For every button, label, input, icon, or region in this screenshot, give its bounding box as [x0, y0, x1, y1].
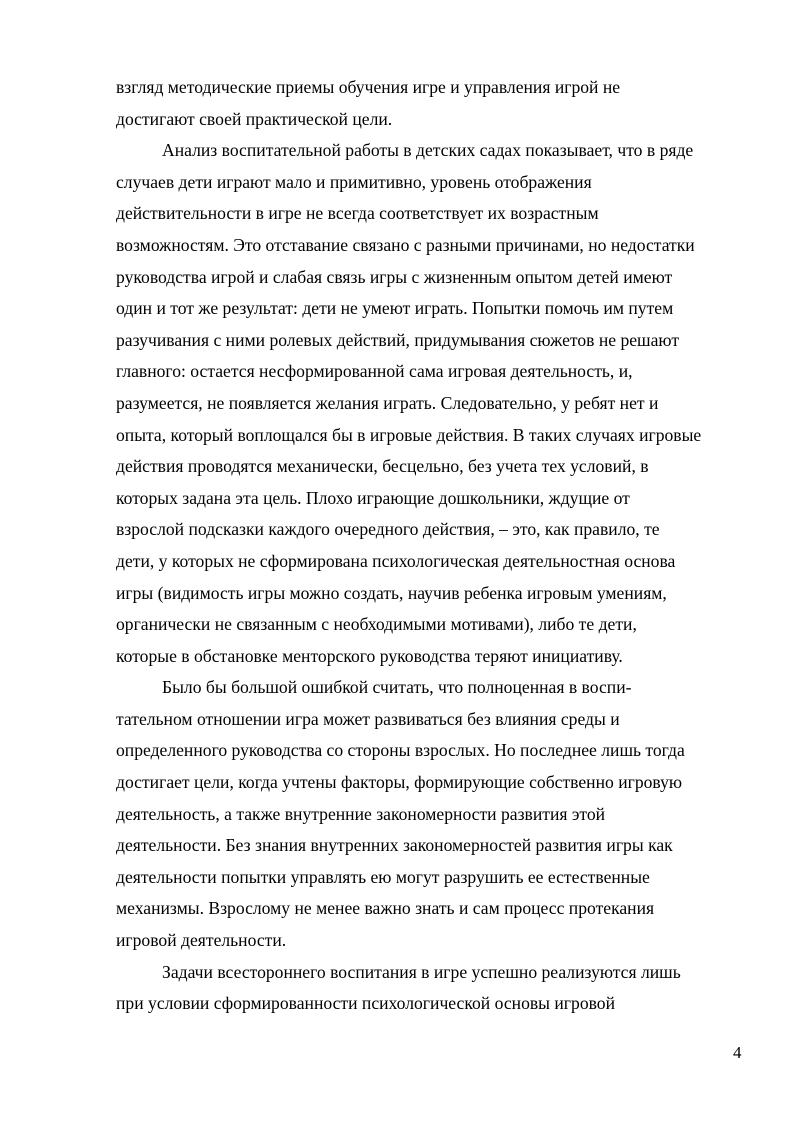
- page-number: 4: [733, 1043, 742, 1062]
- text-line: взрослой подсказки каждого очередного действия, – это, как правило, те: [116, 519, 660, 540]
- text-line: один и тот же результат: дети не умеют играть. Попытки помочь им путем: [116, 298, 674, 319]
- body-text: [116, 72, 756, 1020]
- paragraph-first-line: Анализ воспитательной работы в детских садах показывает, что в ряде: [162, 140, 694, 161]
- text-line: руководства игрой и слабая связь игры с жизненным опытом детей имеют: [116, 266, 673, 287]
- text-line: деятельности попытки управлять ею могут разрушить ее естественные: [116, 866, 650, 887]
- text-line: органически не связанным с необходимыми мотивами), либо те дети,: [116, 614, 637, 635]
- paragraph-first-line: Задачи всестороннего воспитания в игре успешно реализуются лишь: [162, 961, 681, 982]
- text-line: достигает цели, когда учтены факторы, формирующие собственно игровую: [116, 772, 683, 793]
- text-line: деятельность, а также внутренние закономерности развития этой: [116, 803, 606, 824]
- text-line: разучивания с ними ролевых действий, придумывания сюжетов не решают: [116, 329, 680, 350]
- text-line: при условии сформированности психологической основы игровой: [116, 993, 616, 1014]
- text-line: случаев дети играют мало и примитивно, уровень отображения: [116, 171, 592, 192]
- paragraph-first-line: Было бы большой ошибкой считать, что полноценная в воспи-: [162, 677, 632, 698]
- text-line: игры (видимость игры можно создать, научив ребенка игровым умениям,: [116, 582, 667, 603]
- text-line: главного: остается несформированной сама игровая деятельность, и,: [116, 361, 633, 382]
- text-line: действия проводятся механически, бесцельно, без учета тех условий, в: [116, 456, 649, 477]
- text-line: действительности в игре не всегда соответствует их возрастным: [116, 203, 599, 224]
- text-line: взгляд методические приемы обучения игре и управления игрой не: [116, 77, 621, 97]
- text-line: которых задана эта цель. Плохо играющие дошкольники, ждущие от: [116, 487, 630, 508]
- text-line: достигают своей практической цели.: [116, 108, 393, 129]
- text-line: опыта, который воплощался бы в игровые действия. В таких случаях игровые: [116, 424, 702, 445]
- text-line: определенного руководства со стороны взрослых. Но последнее лишь тогда: [116, 740, 685, 761]
- text-line: которые в обстановке менторского руководства теряют инициативу.: [116, 645, 623, 666]
- text-line: разумеется, не появляется желания играть. Следовательно, у ребят нет и: [116, 392, 659, 413]
- text-line: деятельности. Без знания внутренних закономерностей развития игры как: [116, 835, 673, 856]
- text-line: тательном отношении игра может развиваться без влияния среды и: [116, 708, 620, 729]
- text-line: механизмы. Взрослому не менее важно знать и сам процесс протекания: [116, 898, 655, 919]
- text-line: возможностям. Это отставание связано с разными причинами, но недостатки: [116, 234, 695, 255]
- text-line: дети, у которых не сформирована психологическая деятельностная основа: [116, 550, 676, 571]
- text-line: игровой деятельности.: [116, 930, 287, 951]
